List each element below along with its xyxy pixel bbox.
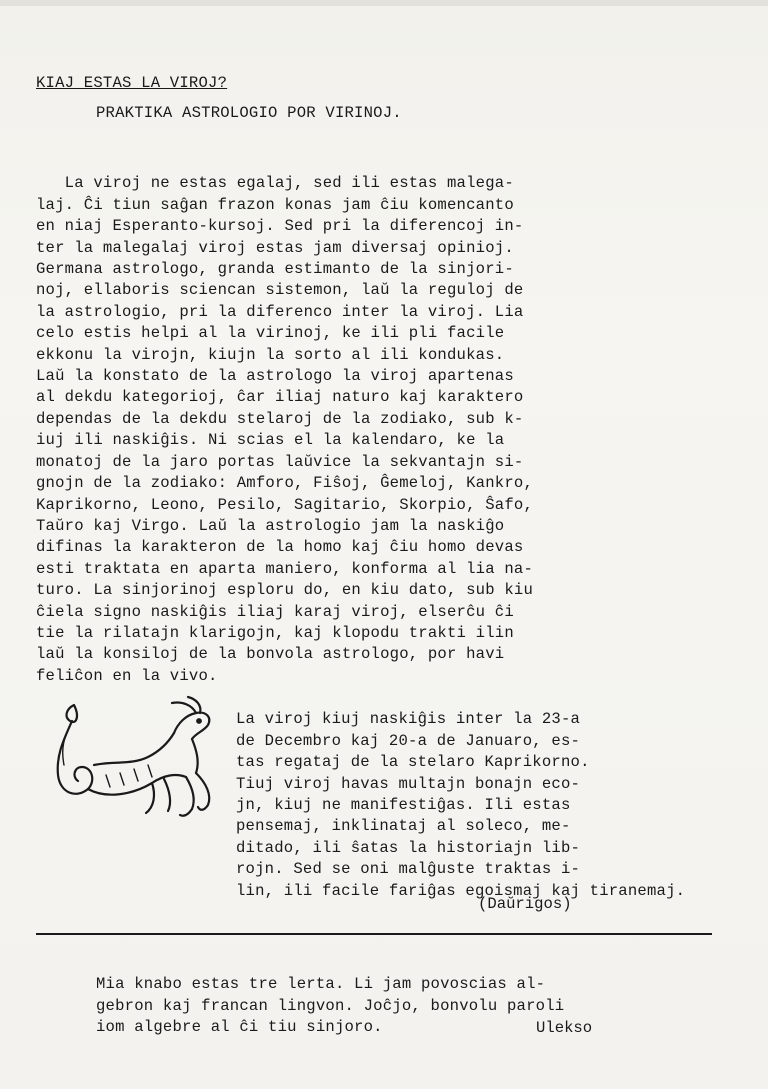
joke-line: iom algebre al ĉi tiu sinjoro.	[96, 1018, 383, 1037]
article-subtitle: PRAKTIKA ASTROLOGIO POR VIRINOJ.	[96, 104, 402, 122]
body-line: de Decembro kaj 20-a de Januaro, es-	[236, 731, 581, 750]
joke-line: Mia knabo estas tre lerta. Li jam povoscias al-	[96, 975, 546, 994]
article-body-paragraph-1	[36, 152, 726, 709]
joke-author: Ulekso	[536, 1019, 593, 1037]
body-line: ekkonu la virojn, kiujn la sorto al ili kondukas.	[36, 345, 505, 364]
body-line: noj, ellaboris sciencan sistemon, laŭ la reguloj de	[36, 281, 524, 300]
body-line: la astrologio, pri la diferenco inter la viroj. Lia	[36, 302, 524, 321]
capricorn-illustration-icon	[36, 695, 226, 845]
body-line: monatoj de la jaro portas laŭvice la sekvantajn si-	[36, 452, 524, 471]
body-line: ditado, ili ŝatas la historiajn lib-	[236, 838, 581, 857]
body-line: La viroj ne estas egalaj, sed ili estas malega-	[36, 174, 514, 193]
body-line: jn, kiuj ne manifestiĝas. Ili estas	[236, 796, 571, 815]
body-line: lin, ili facile fariĝas egoismaj kaj tiranemaj.	[236, 881, 686, 900]
body-line: Laŭ la konstato de la astrologo la viroj apartenas	[36, 367, 514, 386]
article-signature: (Daŭrigos)	[478, 895, 572, 913]
body-line: en niaj Esperanto-kursoj. Sed pri la diferencoj in-	[36, 217, 524, 236]
body-line: ĉiela signo naskiĝis iliaj karaj viroj, elserĉu ĉi	[36, 602, 514, 621]
body-line: turo. La sinjorinoj esploru do, en kiu dato, sub kiu	[36, 581, 534, 600]
body-line: Germana astrologo, granda estimanto de la sinjori-	[36, 260, 514, 279]
body-line: laŭ la konsiloj de la bonvola astrologo, por havi	[36, 645, 505, 664]
body-line: rojn. Sed se oni malĝuste traktas i-	[236, 860, 581, 879]
body-line: dependas de la dekdu stelaroj de la zodiako, sub k-	[36, 409, 524, 428]
joke-paragraph	[96, 953, 726, 1060]
body-line: feliĉon en la vivo.	[36, 666, 218, 685]
body-line: Kaprikorno, Leono, Pesilo, Sagitario, Skorpio, Ŝafo,	[36, 495, 534, 514]
body-line: gnojn de la zodiako: Amforo, Fiŝoj, Ĝemeloj, Kankro,	[36, 474, 534, 493]
body-line: La viroj kiuj naskiĝis inter la 23-a	[236, 710, 581, 729]
body-line: ter la malegalaj viroj estas jam diversaj opinioj.	[36, 238, 514, 257]
body-line: tas regataj de la stelaro Kaprikorno.	[236, 753, 590, 772]
body-line: iuj ili naskiĝis. Ni scias el la kalendaro, ke la	[36, 431, 505, 450]
joke-line: gebron kaj francan lingvon. Joĉjo, bonvolu paroli	[96, 996, 565, 1015]
body-line: al dekdu kategorioj, ĉar iliaj naturo kaj karaktero	[36, 388, 524, 407]
body-line: pensemaj, inklinataj al soleco, me-	[236, 817, 571, 836]
article-body-paragraph-2	[236, 688, 726, 923]
body-line: tie la rilatajn klarigojn, kaj klopodu trakti ilin	[36, 623, 514, 642]
body-line: Taŭro kaj Virgo. Laŭ la astrologio jam la naskiĝo	[36, 516, 505, 535]
body-line: difinas la karakteron de la homo kaj ĉiu homo devas	[36, 538, 524, 557]
body-line: laj. Ĉi tiun saĝan frazon konas jam ĉiu komencanto	[36, 195, 514, 214]
body-line: esti traktata en aparta maniero, konforma al lia na-	[36, 559, 534, 578]
body-line: celo estis helpi al la virinoj, ke ili pli facile	[36, 324, 505, 343]
body-line: Tiuj viroj havas multajn bonajn eco-	[236, 774, 581, 793]
article-title: KIAJ ESTAS LA VIROJ?	[36, 74, 228, 92]
section-divider	[36, 933, 712, 935]
scan-edge	[0, 0, 768, 6]
